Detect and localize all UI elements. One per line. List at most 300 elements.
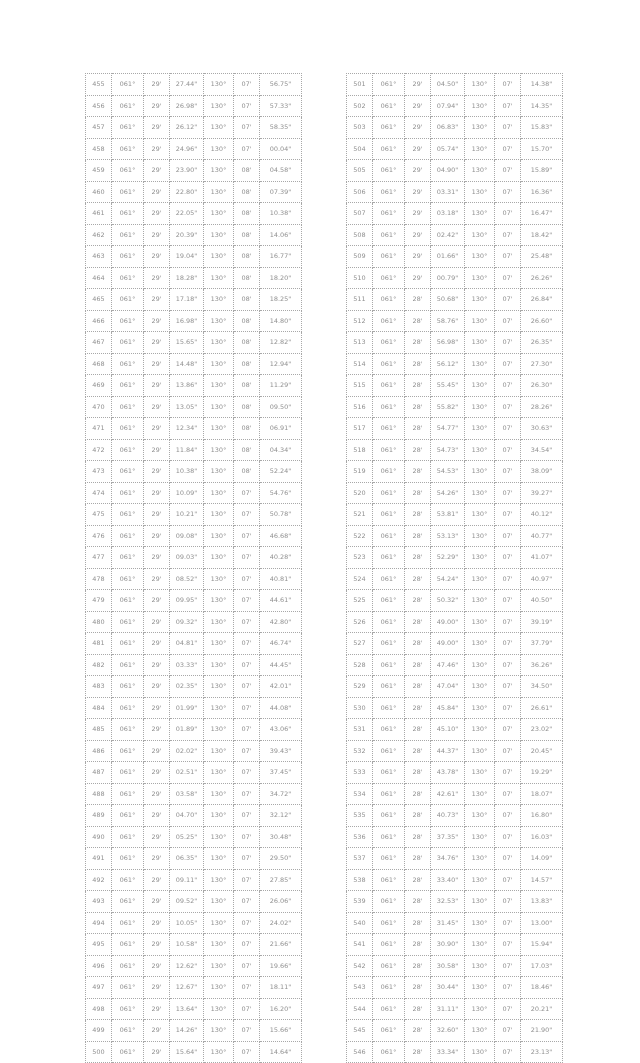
longitude-seconds-cell: 14.06" [260,224,302,246]
point-number-cell: 503 [347,117,373,139]
latitude-seconds-cell: 31.11" [431,998,465,1020]
table-row [86,504,302,526]
latitude-minutes-cell: 29' [144,891,170,913]
table-row [86,869,302,891]
table-row [347,289,563,311]
longitude-minutes-cell: 07' [495,1041,521,1063]
table-row [86,138,302,160]
point-number-cell: 525 [347,590,373,612]
latitude-seconds-cell: 19.04" [170,246,204,268]
longitude-minutes-cell: 07' [495,332,521,354]
table-row [86,826,302,848]
longitude-seconds-cell: 15.94" [521,934,563,956]
longitude-degrees-cell: 130° [204,74,234,96]
table-row [347,504,563,526]
point-number-cell: 539 [347,891,373,913]
longitude-seconds-cell: 37.45" [260,762,302,784]
latitude-seconds-cell: 33.40" [431,869,465,891]
latitude-minutes-cell: 28' [405,396,431,418]
longitude-degrees-cell: 130° [465,590,495,612]
point-number-cell: 508 [347,224,373,246]
point-number-cell: 524 [347,568,373,590]
latitude-degrees-cell: 061° [112,482,144,504]
longitude-seconds-cell: 19.29" [521,762,563,784]
longitude-degrees-cell: 130° [465,977,495,999]
table-row [86,74,302,96]
longitude-degrees-cell: 130° [204,633,234,655]
longitude-degrees-cell: 130° [204,955,234,977]
longitude-minutes-cell: 07' [234,955,260,977]
latitude-minutes-cell: 29' [144,461,170,483]
table-row [347,203,563,225]
longitude-seconds-cell: 26.26" [521,267,563,289]
table-row [347,138,563,160]
longitude-minutes-cell: 07' [234,482,260,504]
longitude-seconds-cell: 09.50" [260,396,302,418]
longitude-degrees-cell: 130° [465,375,495,397]
latitude-minutes-cell: 28' [405,439,431,461]
latitude-degrees-cell: 061° [112,267,144,289]
longitude-degrees-cell: 130° [465,568,495,590]
latitude-degrees-cell: 061° [373,762,405,784]
longitude-seconds-cell: 58.35" [260,117,302,139]
longitude-degrees-cell: 130° [465,439,495,461]
table-row [86,224,302,246]
point-number-cell: 544 [347,998,373,1020]
point-number-cell: 468 [86,353,112,375]
longitude-seconds-cell: 40.77" [521,525,563,547]
latitude-seconds-cell: 32.53" [431,891,465,913]
latitude-degrees-cell: 061° [373,461,405,483]
longitude-minutes-cell: 07' [234,998,260,1020]
longitude-seconds-cell: 26.84" [521,289,563,311]
latitude-degrees-cell: 061° [112,525,144,547]
latitude-seconds-cell: 47.46" [431,654,465,676]
latitude-minutes-cell: 29' [144,912,170,934]
table-row [347,267,563,289]
latitude-seconds-cell: 30.44" [431,977,465,999]
longitude-seconds-cell: 40.28" [260,547,302,569]
point-number-cell: 502 [347,95,373,117]
latitude-seconds-cell: 02.51" [170,762,204,784]
point-number-cell: 504 [347,138,373,160]
latitude-degrees-cell: 061° [112,160,144,182]
latitude-seconds-cell: 45.84" [431,697,465,719]
longitude-minutes-cell: 07' [234,912,260,934]
table-row [347,310,563,332]
latitude-seconds-cell: 08.52" [170,568,204,590]
latitude-minutes-cell: 29' [405,95,431,117]
longitude-seconds-cell: 26.61" [521,697,563,719]
table-row [347,891,563,913]
longitude-seconds-cell: 21.66" [260,934,302,956]
latitude-minutes-cell: 28' [405,783,431,805]
longitude-degrees-cell: 130° [204,246,234,268]
latitude-seconds-cell: 13.05" [170,396,204,418]
longitude-seconds-cell: 18.20" [260,267,302,289]
longitude-seconds-cell: 32.12" [260,805,302,827]
latitude-seconds-cell: 18.28" [170,267,204,289]
longitude-degrees-cell: 130° [465,869,495,891]
latitude-seconds-cell: 44.37" [431,740,465,762]
longitude-seconds-cell: 06.91" [260,418,302,440]
point-number-cell: 464 [86,267,112,289]
latitude-minutes-cell: 29' [405,203,431,225]
latitude-degrees-cell: 061° [112,934,144,956]
longitude-minutes-cell: 07' [495,461,521,483]
longitude-degrees-cell: 130° [204,482,234,504]
latitude-seconds-cell: 02.35" [170,676,204,698]
longitude-minutes-cell: 07' [495,547,521,569]
longitude-minutes-cell: 07' [234,590,260,612]
point-number-cell: 487 [86,762,112,784]
longitude-minutes-cell: 07' [495,740,521,762]
point-number-cell: 490 [86,826,112,848]
point-number-cell: 538 [347,869,373,891]
table-row [86,396,302,418]
latitude-minutes-cell: 29' [144,1020,170,1042]
longitude-minutes-cell: 07' [495,977,521,999]
latitude-seconds-cell: 01.99" [170,697,204,719]
latitude-minutes-cell: 28' [405,1020,431,1042]
latitude-minutes-cell: 29' [144,353,170,375]
longitude-degrees-cell: 130° [204,396,234,418]
table-row [86,181,302,203]
longitude-minutes-cell: 08' [234,181,260,203]
latitude-degrees-cell: 061° [373,805,405,827]
longitude-degrees-cell: 130° [465,740,495,762]
point-number-cell: 530 [347,697,373,719]
table-row [347,224,563,246]
longitude-minutes-cell: 07' [495,611,521,633]
longitude-seconds-cell: 04.58" [260,160,302,182]
longitude-seconds-cell: 37.79" [521,633,563,655]
longitude-seconds-cell: 26.60" [521,310,563,332]
point-number-cell: 492 [86,869,112,891]
latitude-seconds-cell: 26.98" [170,95,204,117]
latitude-seconds-cell: 03.33" [170,654,204,676]
point-number-cell: 513 [347,332,373,354]
latitude-seconds-cell: 45.10" [431,719,465,741]
point-number-cell: 465 [86,289,112,311]
longitude-seconds-cell: 21.90" [521,1020,563,1042]
latitude-seconds-cell: 05.25" [170,826,204,848]
latitude-minutes-cell: 29' [144,74,170,96]
longitude-degrees-cell: 130° [204,203,234,225]
point-number-cell: 514 [347,353,373,375]
table-row [86,310,302,332]
latitude-seconds-cell: 04.50" [431,74,465,96]
longitude-seconds-cell: 16.20" [260,998,302,1020]
longitude-seconds-cell: 28.26" [521,396,563,418]
point-number-cell: 457 [86,117,112,139]
point-number-cell: 470 [86,396,112,418]
latitude-minutes-cell: 28' [405,482,431,504]
longitude-seconds-cell: 16.36" [521,181,563,203]
point-number-cell: 476 [86,525,112,547]
longitude-minutes-cell: 08' [234,203,260,225]
latitude-degrees-cell: 061° [112,955,144,977]
longitude-seconds-cell: 40.97" [521,568,563,590]
longitude-degrees-cell: 130° [465,998,495,1020]
latitude-minutes-cell: 28' [405,697,431,719]
table-row [86,611,302,633]
point-number-cell: 529 [347,676,373,698]
point-number-cell: 494 [86,912,112,934]
latitude-seconds-cell: 53.81" [431,504,465,526]
latitude-seconds-cell: 54.26" [431,482,465,504]
latitude-seconds-cell: 49.00" [431,611,465,633]
latitude-seconds-cell: 02.42" [431,224,465,246]
longitude-seconds-cell: 14.80" [260,310,302,332]
longitude-seconds-cell: 36.26" [521,654,563,676]
longitude-minutes-cell: 07' [495,912,521,934]
table-row [347,955,563,977]
longitude-minutes-cell: 07' [495,762,521,784]
longitude-seconds-cell: 18.25" [260,289,302,311]
longitude-seconds-cell: 56.75" [260,74,302,96]
longitude-seconds-cell: 15.66" [260,1020,302,1042]
table-row [347,568,563,590]
longitude-degrees-cell: 130° [465,418,495,440]
table-row [86,590,302,612]
longitude-seconds-cell: 44.08" [260,697,302,719]
latitude-seconds-cell: 30.58" [431,955,465,977]
latitude-seconds-cell: 55.45" [431,375,465,397]
longitude-degrees-cell: 130° [204,697,234,719]
point-number-cell: 488 [86,783,112,805]
point-number-cell: 533 [347,762,373,784]
longitude-minutes-cell: 07' [495,138,521,160]
longitude-degrees-cell: 130° [204,439,234,461]
longitude-seconds-cell: 42.80" [260,611,302,633]
point-number-cell: 501 [347,74,373,96]
longitude-degrees-cell: 130° [465,353,495,375]
latitude-degrees-cell: 061° [373,869,405,891]
latitude-degrees-cell: 061° [373,95,405,117]
latitude-degrees-cell: 061° [112,869,144,891]
latitude-seconds-cell: 55.82" [431,396,465,418]
table-row [86,1041,302,1063]
latitude-minutes-cell: 29' [144,633,170,655]
latitude-degrees-cell: 061° [373,504,405,526]
longitude-minutes-cell: 07' [495,396,521,418]
longitude-degrees-cell: 130° [465,848,495,870]
longitude-degrees-cell: 130° [204,977,234,999]
latitude-minutes-cell: 28' [405,826,431,848]
point-number-cell: 479 [86,590,112,612]
latitude-degrees-cell: 061° [373,525,405,547]
longitude-degrees-cell: 130° [204,762,234,784]
longitude-degrees-cell: 130° [204,611,234,633]
latitude-seconds-cell: 14.26" [170,1020,204,1042]
latitude-minutes-cell: 28' [405,869,431,891]
longitude-minutes-cell: 07' [495,160,521,182]
longitude-minutes-cell: 07' [495,117,521,139]
latitude-minutes-cell: 29' [405,74,431,96]
point-number-cell: 461 [86,203,112,225]
point-number-cell: 546 [347,1041,373,1063]
latitude-degrees-cell: 061° [112,1041,144,1063]
latitude-minutes-cell: 28' [405,590,431,612]
latitude-seconds-cell: 09.03" [170,547,204,569]
longitude-degrees-cell: 130° [465,160,495,182]
longitude-degrees-cell: 130° [204,1020,234,1042]
point-number-cell: 496 [86,955,112,977]
longitude-degrees-cell: 130° [465,912,495,934]
latitude-degrees-cell: 061° [373,138,405,160]
longitude-minutes-cell: 08' [234,396,260,418]
table-row [347,977,563,999]
table-row [347,762,563,784]
table-row [86,160,302,182]
longitude-seconds-cell: 34.50" [521,676,563,698]
point-number-cell: 498 [86,998,112,1020]
point-number-cell: 520 [347,482,373,504]
longitude-degrees-cell: 130° [465,117,495,139]
longitude-seconds-cell: 15.70" [521,138,563,160]
point-number-cell: 532 [347,740,373,762]
table-row [86,934,302,956]
longitude-degrees-cell: 130° [465,955,495,977]
latitude-degrees-cell: 061° [112,1020,144,1042]
point-number-cell: 495 [86,934,112,956]
longitude-degrees-cell: 130° [204,590,234,612]
latitude-degrees-cell: 061° [373,74,405,96]
latitude-degrees-cell: 061° [373,396,405,418]
latitude-degrees-cell: 061° [112,353,144,375]
latitude-degrees-cell: 061° [373,740,405,762]
point-number-cell: 458 [86,138,112,160]
longitude-minutes-cell: 07' [234,1020,260,1042]
longitude-minutes-cell: 07' [234,697,260,719]
latitude-degrees-cell: 061° [373,289,405,311]
table-row [86,375,302,397]
longitude-degrees-cell: 130° [465,676,495,698]
latitude-seconds-cell: 01.89" [170,719,204,741]
table-row [347,246,563,268]
point-number-cell: 472 [86,439,112,461]
longitude-degrees-cell: 130° [204,998,234,1020]
longitude-minutes-cell: 07' [495,783,521,805]
longitude-minutes-cell: 08' [234,289,260,311]
latitude-seconds-cell: 06.83" [431,117,465,139]
latitude-seconds-cell: 10.38" [170,461,204,483]
longitude-minutes-cell: 07' [234,525,260,547]
longitude-degrees-cell: 130° [465,762,495,784]
longitude-seconds-cell: 26.30" [521,375,563,397]
latitude-degrees-cell: 061° [373,590,405,612]
longitude-minutes-cell: 07' [495,826,521,848]
longitude-seconds-cell: 18.07" [521,783,563,805]
longitude-seconds-cell: 29.50" [260,848,302,870]
longitude-seconds-cell: 19.66" [260,955,302,977]
longitude-minutes-cell: 08' [234,418,260,440]
point-number-cell: 536 [347,826,373,848]
point-number-cell: 542 [347,955,373,977]
latitude-degrees-cell: 061° [112,719,144,741]
latitude-degrees-cell: 061° [112,439,144,461]
point-number-cell: 469 [86,375,112,397]
latitude-seconds-cell: 12.62" [170,955,204,977]
longitude-seconds-cell: 25.48" [521,246,563,268]
longitude-minutes-cell: 07' [495,719,521,741]
latitude-seconds-cell: 24.96" [170,138,204,160]
latitude-seconds-cell: 10.58" [170,934,204,956]
latitude-seconds-cell: 04.70" [170,805,204,827]
longitude-seconds-cell: 23.13" [521,1041,563,1063]
point-number-cell: 526 [347,611,373,633]
point-number-cell: 493 [86,891,112,913]
longitude-seconds-cell: 13.83" [521,891,563,913]
longitude-minutes-cell: 07' [234,633,260,655]
longitude-degrees-cell: 130° [465,267,495,289]
latitude-minutes-cell: 29' [144,719,170,741]
latitude-degrees-cell: 061° [373,654,405,676]
longitude-minutes-cell: 07' [495,955,521,977]
longitude-seconds-cell: 15.89" [521,160,563,182]
latitude-seconds-cell: 54.73" [431,439,465,461]
point-number-cell: 477 [86,547,112,569]
latitude-degrees-cell: 061° [373,611,405,633]
table-row [347,95,563,117]
longitude-degrees-cell: 130° [204,805,234,827]
longitude-minutes-cell: 07' [234,762,260,784]
table-row [347,418,563,440]
longitude-degrees-cell: 130° [465,654,495,676]
latitude-minutes-cell: 28' [405,740,431,762]
latitude-minutes-cell: 29' [144,418,170,440]
table-row [86,654,302,676]
latitude-seconds-cell: 00.79" [431,267,465,289]
latitude-degrees-cell: 061° [373,439,405,461]
latitude-degrees-cell: 061° [373,568,405,590]
latitude-minutes-cell: 28' [405,848,431,870]
longitude-seconds-cell: 20.45" [521,740,563,762]
latitude-minutes-cell: 29' [144,267,170,289]
latitude-degrees-cell: 061° [112,912,144,934]
point-number-cell: 507 [347,203,373,225]
point-number-cell: 511 [347,289,373,311]
table-row [86,955,302,977]
latitude-degrees-cell: 061° [112,783,144,805]
latitude-degrees-cell: 061° [373,547,405,569]
longitude-degrees-cell: 130° [204,504,234,526]
longitude-degrees-cell: 130° [204,848,234,870]
longitude-seconds-cell: 30.48" [260,826,302,848]
latitude-seconds-cell: 34.76" [431,848,465,870]
latitude-seconds-cell: 03.31" [431,181,465,203]
latitude-degrees-cell: 061° [112,504,144,526]
latitude-minutes-cell: 29' [144,525,170,547]
latitude-minutes-cell: 29' [144,95,170,117]
longitude-seconds-cell: 46.68" [260,525,302,547]
latitude-minutes-cell: 28' [405,375,431,397]
longitude-degrees-cell: 130° [204,912,234,934]
table-row [86,762,302,784]
latitude-seconds-cell: 30.90" [431,934,465,956]
latitude-minutes-cell: 29' [144,203,170,225]
table-row [86,912,302,934]
longitude-seconds-cell: 16.03" [521,826,563,848]
latitude-minutes-cell: 29' [144,654,170,676]
longitude-seconds-cell: 11.29" [260,375,302,397]
longitude-seconds-cell: 13.00" [521,912,563,934]
latitude-degrees-cell: 061° [112,224,144,246]
longitude-minutes-cell: 07' [495,418,521,440]
latitude-degrees-cell: 061° [112,418,144,440]
latitude-minutes-cell: 29' [405,138,431,160]
